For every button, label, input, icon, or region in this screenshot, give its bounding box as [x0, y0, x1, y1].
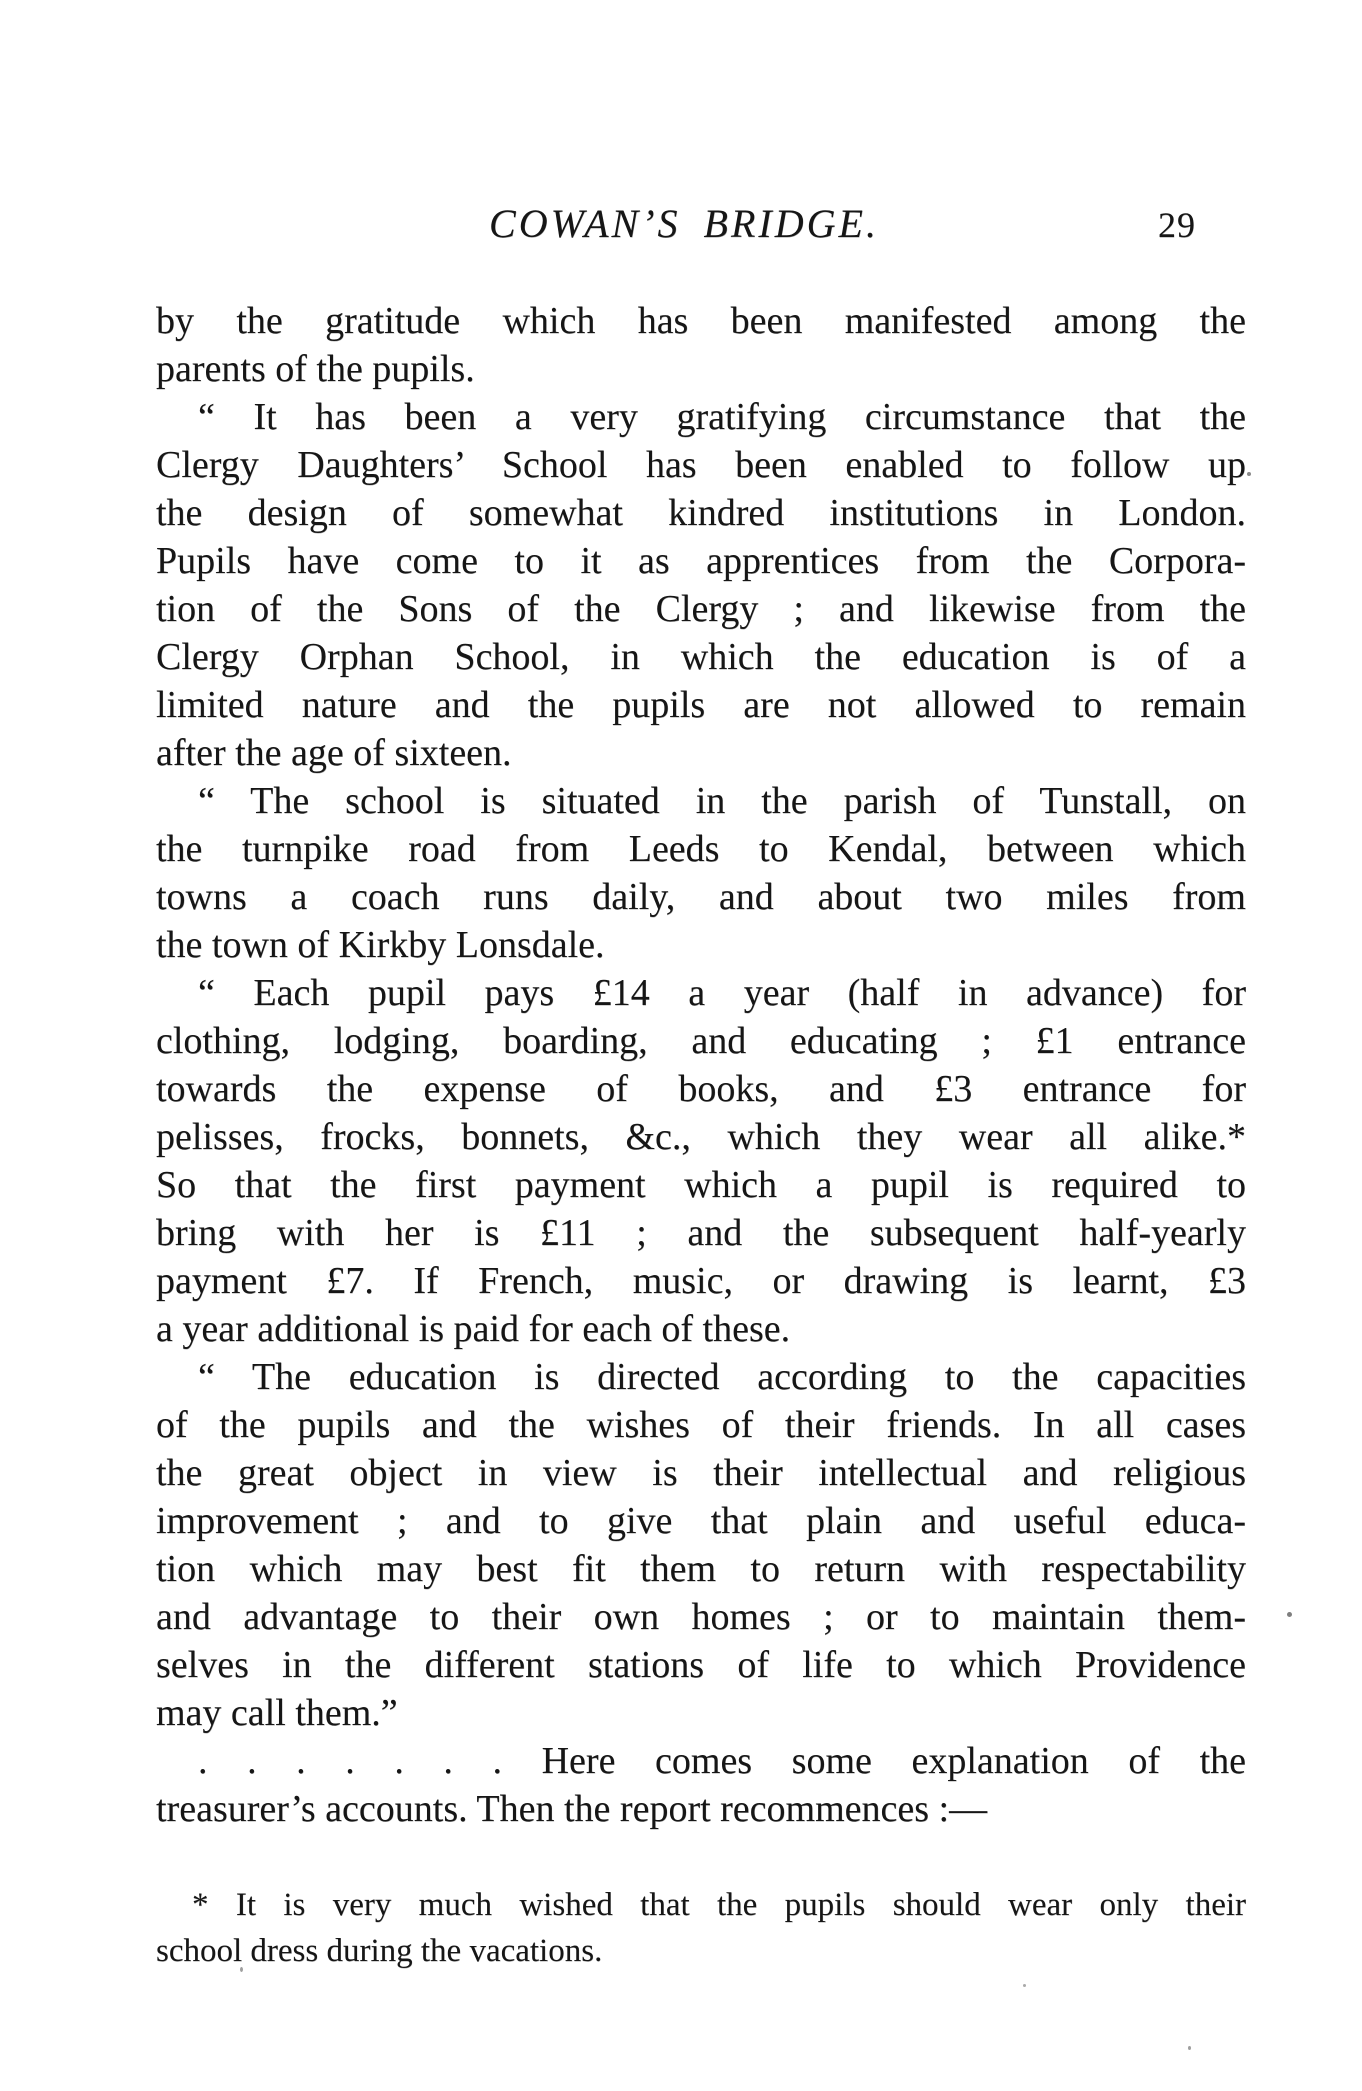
text-line: “ The school is situated in the parish of Tunstall, on	[198, 780, 1246, 822]
text-line: pelisses, frocks, bonnets, &c., which they wear all alike.*	[156, 1116, 1246, 1158]
text-line: tion of the Sons of the Clergy ; and likewise from the	[156, 588, 1246, 630]
text-line: . . . . . . . Here comes some explanation of the	[198, 1740, 1246, 1782]
scan-speck	[1188, 2046, 1191, 2050]
text-line: a year additional is paid for each of these.	[156, 1308, 791, 1350]
text-line: “ Each pupil pays £14 a year (half in advance) for	[198, 972, 1246, 1014]
text-line: towns a coach runs daily, and about two miles from	[156, 876, 1246, 918]
text-line: “ The education is directed according to the capacities	[198, 1356, 1246, 1398]
text-line: limited nature and the pupils are not allowed to remain	[156, 684, 1246, 726]
scan-speck	[240, 1967, 243, 1972]
text-line: tion which may best fit them to return with respectability	[156, 1548, 1246, 1590]
text-line: “ It has been a very gratifying circumstance that the	[198, 396, 1246, 438]
text-line: clothing, lodging, boarding, and educating ; £1 entrance	[156, 1020, 1246, 1062]
body-text	[156, 297, 1246, 1833]
scan-speck	[1287, 1612, 1292, 1617]
text-line: bring with her is £11 ; and the subsequent half-yearly	[156, 1212, 1246, 1254]
text-line: Clergy Orphan School, in which the education is of a	[156, 636, 1246, 678]
running-header	[156, 200, 1246, 250]
text-line: payment £7. If French, music, or drawing is learnt, £3	[156, 1260, 1246, 1302]
text-line: of the pupils and the wishes of their friends. In all cases	[156, 1404, 1246, 1446]
footnote	[156, 1882, 1246, 1974]
text-line: selves in the different stations of life to which Providence	[156, 1644, 1246, 1686]
text-line: by the gratitude which has been manifested among the	[156, 300, 1246, 342]
text-line: the town of Kirkby Lonsdale.	[156, 924, 605, 966]
text-line: the great object in view is their intellectual and religious	[156, 1452, 1246, 1494]
text-line: after the age of sixteen.	[156, 732, 512, 774]
page-number: 29	[1158, 205, 1196, 245]
text-line: * It is very much wished that the pupils should wear only their	[192, 1887, 1246, 1923]
text-line: So that the first payment which a pupil is required to	[156, 1164, 1246, 1206]
page-title: COWAN’S BRIDGE.	[489, 201, 879, 246]
text-line: Clergy Daughters’ School has been enabled to follow up	[156, 444, 1246, 486]
text-line: parents of the pupils.	[156, 348, 475, 390]
text-line: treasurer’s accounts. Then the report recommences :—	[156, 1788, 988, 1830]
text-line: Pupils have come to it as apprentices from the Corpora-	[156, 540, 1246, 582]
text-line: improvement ; and to give that plain and useful educa-	[156, 1500, 1246, 1542]
scan-speck	[1023, 1984, 1026, 1987]
scan-speck	[1247, 472, 1251, 476]
text-line: may call them.”	[156, 1692, 398, 1734]
text-line: towards the expense of books, and £3 entrance for	[156, 1068, 1246, 1110]
text-line: the turnpike road from Leeds to Kendal, between which	[156, 828, 1246, 870]
text-line: and advantage to their own homes ; or to maintain them-	[156, 1596, 1246, 1638]
text-line: school dress during the vacations.	[156, 1933, 603, 1969]
text-line: the design of somewhat kindred institutions in London.	[156, 492, 1246, 534]
